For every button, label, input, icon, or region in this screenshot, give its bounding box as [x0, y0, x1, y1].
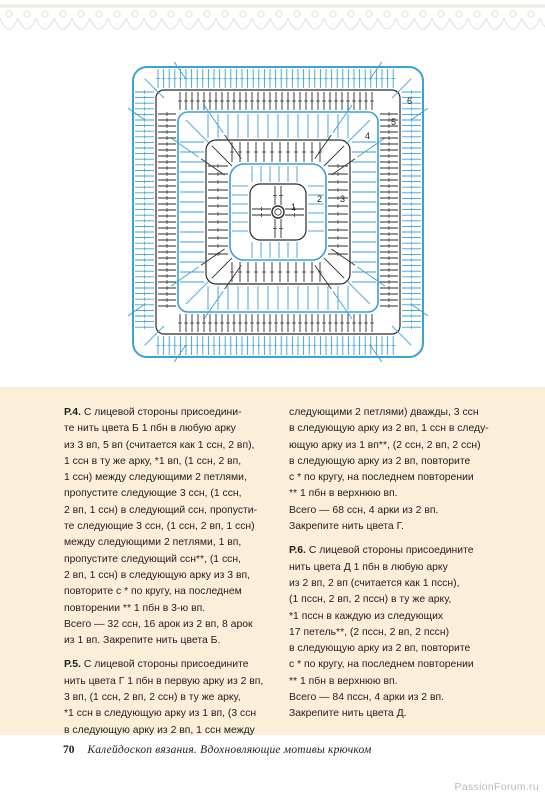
text-line: С лицевой стороны присоедините — [83, 659, 249, 671]
round-2-chain — [230, 164, 326, 260]
text-line: повторите с * по кругу, на последнем — [64, 586, 242, 598]
text-line: 17 петель**, (2 пссн, 2 вп, 2 пссн) — [289, 626, 450, 638]
text-line: С лицевой стороны присоедини- — [83, 407, 242, 418]
text-line: повторении ** 1 пбн в 3-ю вп. — [64, 602, 206, 614]
round-6-fan — [128, 304, 145, 320]
round-3-fan — [324, 146, 344, 166]
page-footer — [63, 744, 372, 756]
round-3-fan — [201, 249, 225, 265]
round-1-outline — [250, 184, 306, 240]
round-3-fan — [331, 159, 355, 175]
magic-ring-inner — [275, 209, 281, 215]
watermark: PassionForum.ru — [454, 781, 539, 793]
round-4-fan — [357, 138, 385, 157]
text-line: с * по кругу, на последнем повторении — [289, 659, 474, 671]
round-3-fan — [212, 146, 232, 166]
crochet-chart-diagram — [128, 62, 428, 362]
round-4-fan — [186, 120, 210, 144]
text-line: между следующими 2 петлями, 1 вп, — [64, 537, 242, 549]
book-title: Калейдоскоп вязания. Вдохновляющие мотивы крючком — [87, 744, 372, 756]
round-3-fan — [225, 265, 241, 289]
text-line: нить цвета Д 1 пбн в любую арку — [289, 561, 448, 573]
text-line: ** 1 пбн в верхнюю вп. — [289, 488, 398, 500]
text-line: Всего — 84 пссн, 4 арки из 2 вп. — [289, 692, 444, 704]
text-line: из 1 вп. Закрепите нить цвета Б. — [64, 635, 221, 647]
text-line: 2 вп, 1 ссн) в следующую арку из 3 вп, — [64, 569, 250, 581]
round-6-fan — [145, 79, 164, 98]
text-line: ющую арку из 1 вп**, (2 ссн, 2 вп, 2 ссн) — [289, 439, 481, 451]
round-5-label: Р.5. — [64, 659, 81, 671]
text-line: 3 вп, (1 ссн, 2 вп, 2 ссн) в ту же арку, — [64, 692, 241, 704]
lace-border-decoration — [0, 0, 545, 50]
text-line: Всего — 68 ссн, 4 арки из 2 вп. — [289, 504, 439, 516]
round-4-fan — [171, 138, 199, 157]
text-line: пропустите следующие 3 ссн, (1 ссн, — [64, 488, 242, 500]
text-line: 1 ссн в ту же арку, *1 вп, (1 ссн, 2 вп, — [64, 455, 242, 467]
round-4-fan — [204, 291, 223, 319]
text-line: те нить цвета Б 1 пбн в любую арку — [64, 423, 236, 435]
round-3-fan — [212, 258, 232, 278]
round-6-fan — [411, 105, 428, 121]
text-line: Закрепите нить цвета Д. — [289, 708, 407, 720]
round-4-instructions — [64, 405, 274, 649]
round-label-1: 1 — [291, 202, 297, 212]
round-6-fan — [171, 62, 187, 79]
round-3-fan — [324, 258, 344, 278]
text-line: *1 ссн в следующую арку из 1 вп, (3 ссн — [64, 708, 257, 720]
instructions-left-column — [64, 405, 274, 747]
round-6-fan — [128, 105, 145, 121]
text-line: 1 ссн) между следующими 2 петлями, — [64, 472, 247, 484]
round-6-fan — [411, 304, 428, 320]
round-4-fan — [346, 280, 370, 304]
text-line: в следующую арку из 2 вп, 1 ссн между — [64, 724, 255, 736]
round-3-fan — [225, 135, 241, 159]
round-6-label: Р.6. — [289, 545, 306, 557]
round-3-fan — [331, 249, 355, 265]
round-6-fan — [370, 62, 386, 79]
round-label-6: 6 — [407, 96, 413, 106]
instructions-right-column — [289, 405, 504, 731]
magic-ring — [272, 206, 284, 218]
round-6-fan — [145, 326, 164, 345]
text-line: Закрепите нить цвета Г. — [289, 521, 404, 533]
text-line: в следующую арку из 2 вп, повторите — [289, 643, 471, 655]
text-line: с * по кругу, на последнем повторении — [289, 472, 474, 484]
text-line: из 3 вп, 5 вп (считается как 1 ссн, 2 вп), — [64, 439, 255, 451]
page-number: 70 — [63, 744, 75, 756]
round-3-fan — [201, 159, 225, 175]
round-5-instructions-continued — [289, 405, 504, 535]
round-3-fan — [315, 135, 331, 159]
text-line: *1 пссн в каждую из следующих — [289, 610, 444, 622]
round-4-fan — [186, 280, 210, 304]
round-4-fan — [204, 105, 223, 133]
text-line: Всего — 32 ссн, 16 арок из 2 вп, 8 арок — [64, 618, 253, 630]
text-line: следующими 2 петлями) дважды, 3 ссн — [289, 407, 479, 418]
round-label-4: 4 — [365, 131, 371, 141]
round-3-fan — [315, 265, 331, 289]
text-line: в следующую арку из 2 вп, повторите — [289, 455, 471, 467]
round-6-fan — [370, 345, 386, 362]
text-line: пропустите следующий ссн**, (1 ссн, — [64, 553, 241, 565]
text-line: ** 1 пбн в верхнюю вп. — [289, 675, 398, 687]
round-label-5: 5 — [391, 117, 397, 127]
text-line: С лицевой стороны присоедините — [308, 545, 474, 557]
round-6-instructions — [289, 543, 504, 722]
round-6-fan — [171, 345, 187, 362]
round-label-3: 3 — [340, 194, 346, 204]
text-line: в следующую арку из 2 вп, 1 ссн в следу- — [289, 423, 489, 435]
round-label-2: 2 — [317, 194, 323, 204]
round-6-fan — [392, 326, 411, 345]
round-6-outline — [133, 67, 423, 357]
round-4-label: Р.4. — [64, 407, 81, 418]
round-5-instructions — [64, 657, 274, 738]
text-line: из 2 вп, 2 вп (считается как 1 пссн), — [289, 577, 460, 589]
text-line: нить цвета Г 1 пбн в первую арку из 2 вп, — [64, 675, 264, 687]
text-line: те следующие 3 ссн, (1 ссн, 2 вп, 1 ссн) — [64, 521, 255, 533]
text-line: (1 пссн, 2 вп, 2 пссн) в ту же арку, — [289, 594, 452, 606]
text-line: 2 вп, 1 ссн) в следующий ссн, пропусти- — [64, 504, 258, 516]
